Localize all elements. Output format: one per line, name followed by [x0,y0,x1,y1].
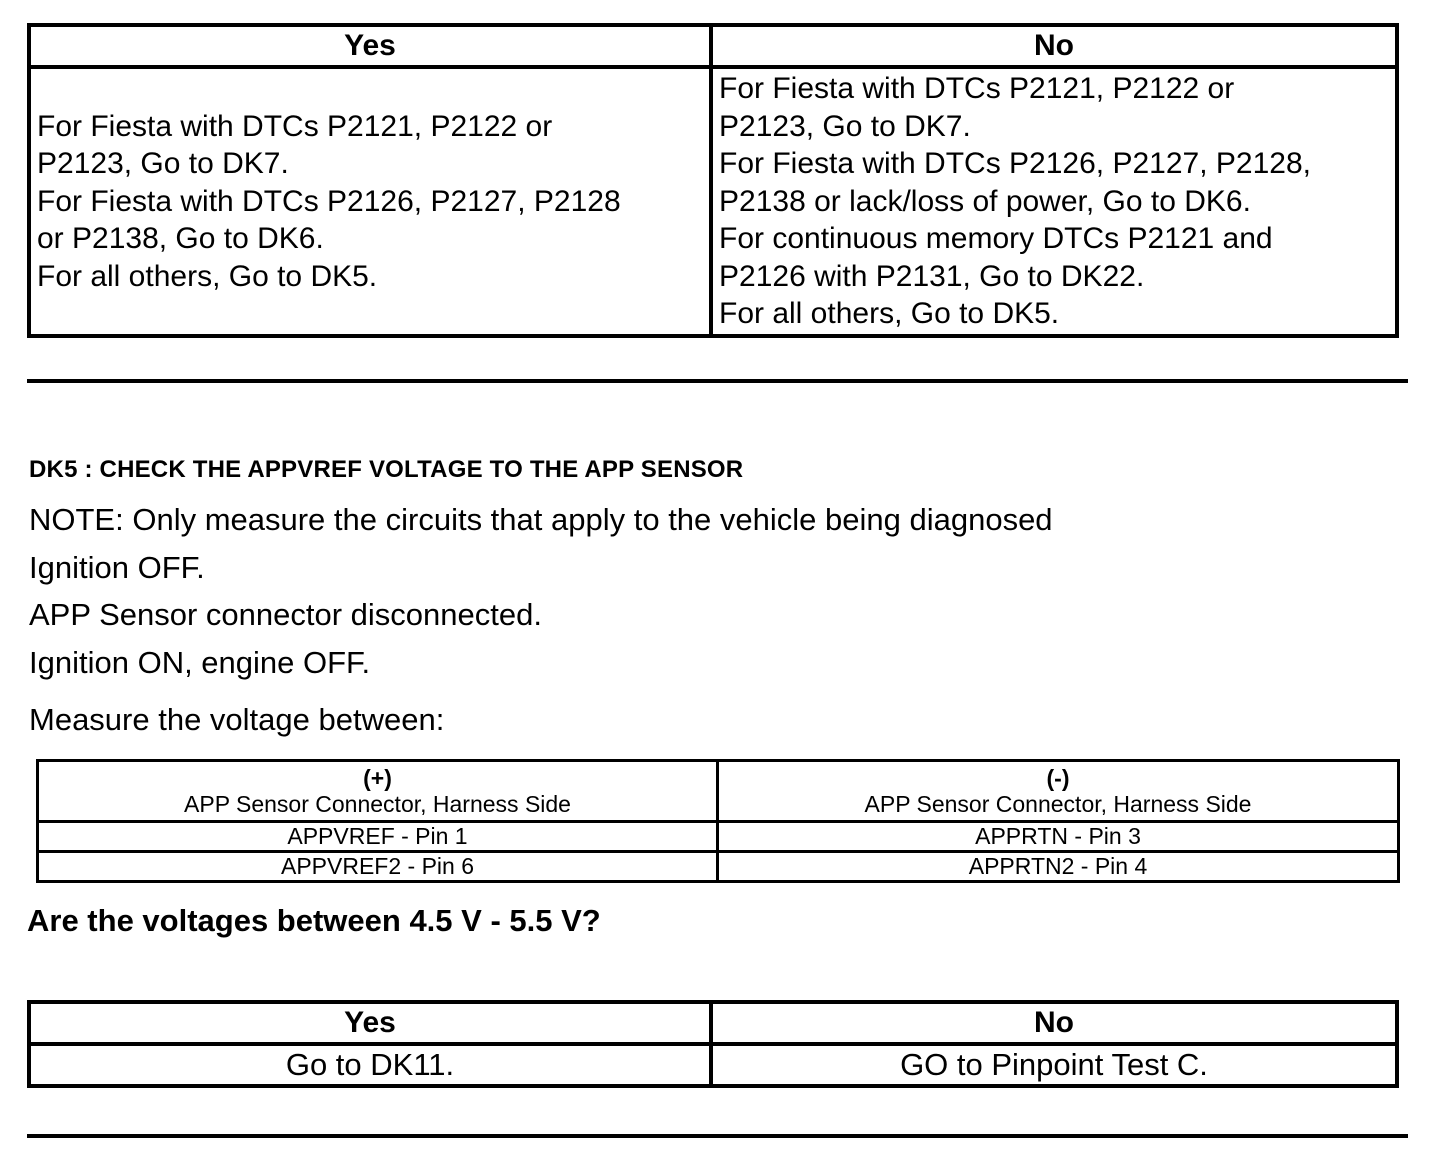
step-ignition-off: Ignition OFF. [29,550,205,585]
bottom-divider [27,1134,1408,1138]
voltage-question: Are the voltages between 4.5 V - 5.5 V? [27,903,601,938]
no-line: P2123, Go to DK7. [719,109,971,143]
positive-pin-cell: APPVREF2 - Pin 6 [38,852,718,882]
yes-action: Go to DK11. [29,1044,711,1086]
no-line: For Fiesta with DTCs P2126, P2127, P2128, [719,147,1311,180]
no-header: No [711,25,1397,67]
negative-pin-cell: APPRTN - Pin 3 [718,822,1399,852]
previous-step-result-table [27,23,1399,338]
no-line: For all others, Go to DK5. [719,297,1060,330]
yes-cell [29,67,711,336]
yes-line: For all others, Go to DK5. [37,259,378,293]
positive-pin-cell: APPVREF - Pin 1 [38,822,718,852]
no-action: GO to Pinpoint Test C. [711,1044,1397,1086]
positive-header-label: APP Sensor Connector, Harness Side [184,791,571,817]
measurement-table [36,759,1400,883]
section-divider [27,379,1408,383]
step-measure: Measure the voltage between: [29,702,445,737]
yes-header: Yes [29,25,711,67]
negative-sign: (-) [1046,765,1070,791]
positive-header [38,761,718,822]
step-note: NOTE: Only measure the circuits that apply to the vehicle being diagnosed [29,502,1053,537]
no-line: For Fiesta with DTCs P2121, P2122 or [719,72,1235,105]
no-cell [711,67,1397,336]
no-line: P2138 or lack/loss of power, Go to DK6. [719,184,1251,218]
yes-line: For Fiesta with DTCs P2121, P2122 or [37,109,553,143]
section-title: DK5 : CHECK THE APPVREF VOLTAGE TO THE APP SENSOR [29,456,744,483]
no-header: No [711,1002,1397,1044]
negative-header-label: APP Sensor Connector, Harness Side [864,791,1252,817]
no-line: P2126 with P2131, Go to DK22. [719,259,1145,293]
positive-sign: (+) [363,765,392,791]
no-line: For continuous memory DTCs P2121 and [719,222,1273,255]
step-ignition-on: Ignition ON, engine OFF. [29,645,371,680]
yes-header: Yes [29,1002,711,1044]
yes-line: or P2138, Go to DK6. [37,222,324,255]
result-table [27,1000,1399,1088]
yes-line: For Fiesta with DTCs P2126, P2127, P2128 [37,184,621,218]
step-connector-disconnected: APP Sensor connector disconnected. [29,597,542,632]
yes-line: P2123, Go to DK7. [37,147,289,180]
negative-pin-cell: APPRTN2 - Pin 4 [718,852,1399,882]
negative-header [718,761,1399,822]
